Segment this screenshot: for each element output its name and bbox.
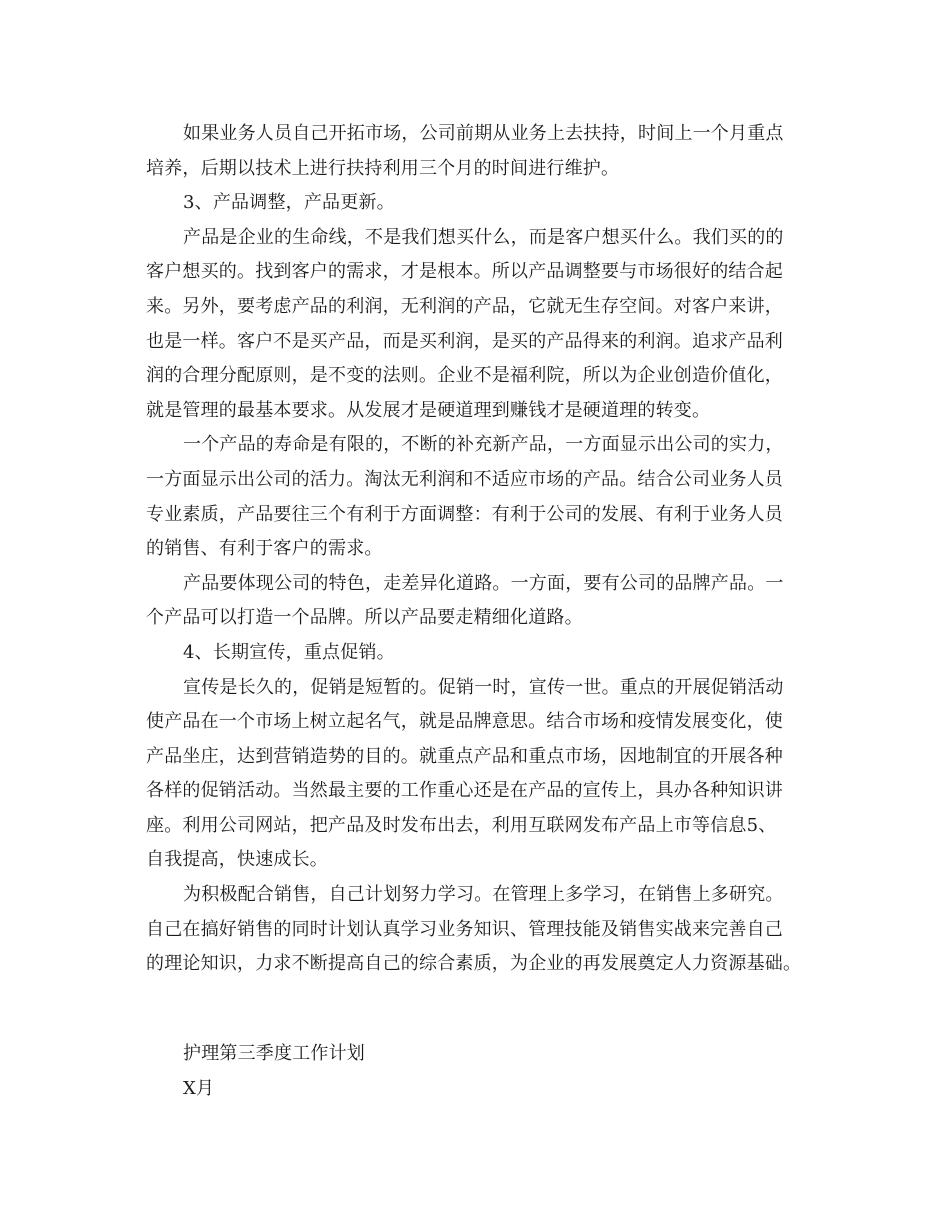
text-line: 的理论知识，力求不断提高自己的综合素质，为企业的再发展奠定人力资源基础。 — [146, 953, 802, 975]
text-line: 产品要体现公司的特色，走差异化道路。一方面，要有公司的品牌产品。一 — [183, 572, 784, 594]
text-line: 润的合理分配原则，是不变的法则。企业不是福利院，所以为企业创造价值化， — [146, 365, 783, 387]
text-line: 培养，后期以技术上进行扶持利用三个月的时间进行维护。 — [146, 157, 620, 179]
para-product-lifespan — [146, 428, 812, 566]
heading-product-adjust — [146, 186, 812, 221]
para-expand-market — [146, 117, 812, 186]
next-section-date: X月 — [183, 1078, 215, 1099]
text-line: 专业素质，产品要往三个有利于方面调整：有利于公司的发展、有利于业务人员 — [146, 503, 783, 525]
text-line: 座。利用公司网站，把产品及时发布出去，利用互联网发布产品上市等信息5、 — [146, 814, 777, 836]
para-promotion — [146, 671, 812, 879]
text-line: 的销售、有利于客户的需求。 — [146, 538, 383, 560]
text-line: 自己在搞好销售的同时计划认真学习业务知识、管理技能及销售实战来完善自己 — [146, 918, 783, 940]
text-line: 也是一样。客户不是买产品，而是买利润，是买的产品得来的利润。追求产品利 — [146, 330, 783, 352]
text-line: 一个产品的寿命是有限的，不断的补充新产品，一方面显示出公司的实力， — [183, 434, 784, 456]
text-line: 产品坐庄，达到营销造势的目的。就重点产品和重点市场，因地制宜的开展各种 — [146, 745, 783, 767]
document-body — [146, 117, 812, 982]
para-product-lifeline — [146, 221, 812, 429]
next-section — [183, 1036, 365, 1106]
text-line: 客户想买的。找到客户的需求，才是根本。所以产品调整要与市场很好的结合起 — [146, 261, 783, 283]
text-line: 自我提高，快速成长。 — [146, 849, 328, 871]
text-line: 如果业务人员自己开拓市场，公司前期从业务上去扶持，时间上一个月重点 — [183, 123, 784, 144]
para-self-improve — [146, 878, 812, 982]
text-line: 各样的促销活动。当然最主要的工作重心还是在产品的宣传上，具办各种知识讲 — [146, 780, 783, 802]
para-product-feature — [146, 567, 812, 636]
text-line: 就是管理的最基本要求。从发展才是硬道理到赚钱才是硬道理的转变。 — [146, 399, 711, 421]
text-line: 使产品在一个市场上树立起名气，就是品牌意思。结合市场和疫情发展变化，使 — [146, 711, 783, 733]
text-line: 4、长期宣传，重点促销。 — [183, 641, 395, 663]
next-section-title: 护理第三季度工作计划 — [183, 1043, 365, 1064]
heading-promotion — [146, 636, 812, 671]
text-line: 宣传是长久的，促销是短暂的。促销一时，宣传一世。重点的开展促销活动 — [183, 676, 784, 698]
text-line: 来。另外，要考虑产品的利润，无利润的产品，它就无生存空间。对客户来讲， — [146, 295, 783, 317]
text-line: 一方面显示出公司的活力。淘汰无利润和不适应市场的产品。结合公司业务人员 — [146, 468, 783, 490]
text-line: 3、产品调整，产品更新。 — [183, 192, 395, 214]
text-line: 为积极配合销售，自己计划努力学习。在管理上多学习，在销售上多研究。 — [183, 884, 784, 906]
text-line: 产品是企业的生命线，不是我们想买什么，而是客户想买什么。我们买的的 — [183, 226, 784, 248]
text-line: 个产品可以打造一个品牌。所以产品要走精细化道路。 — [146, 607, 583, 629]
